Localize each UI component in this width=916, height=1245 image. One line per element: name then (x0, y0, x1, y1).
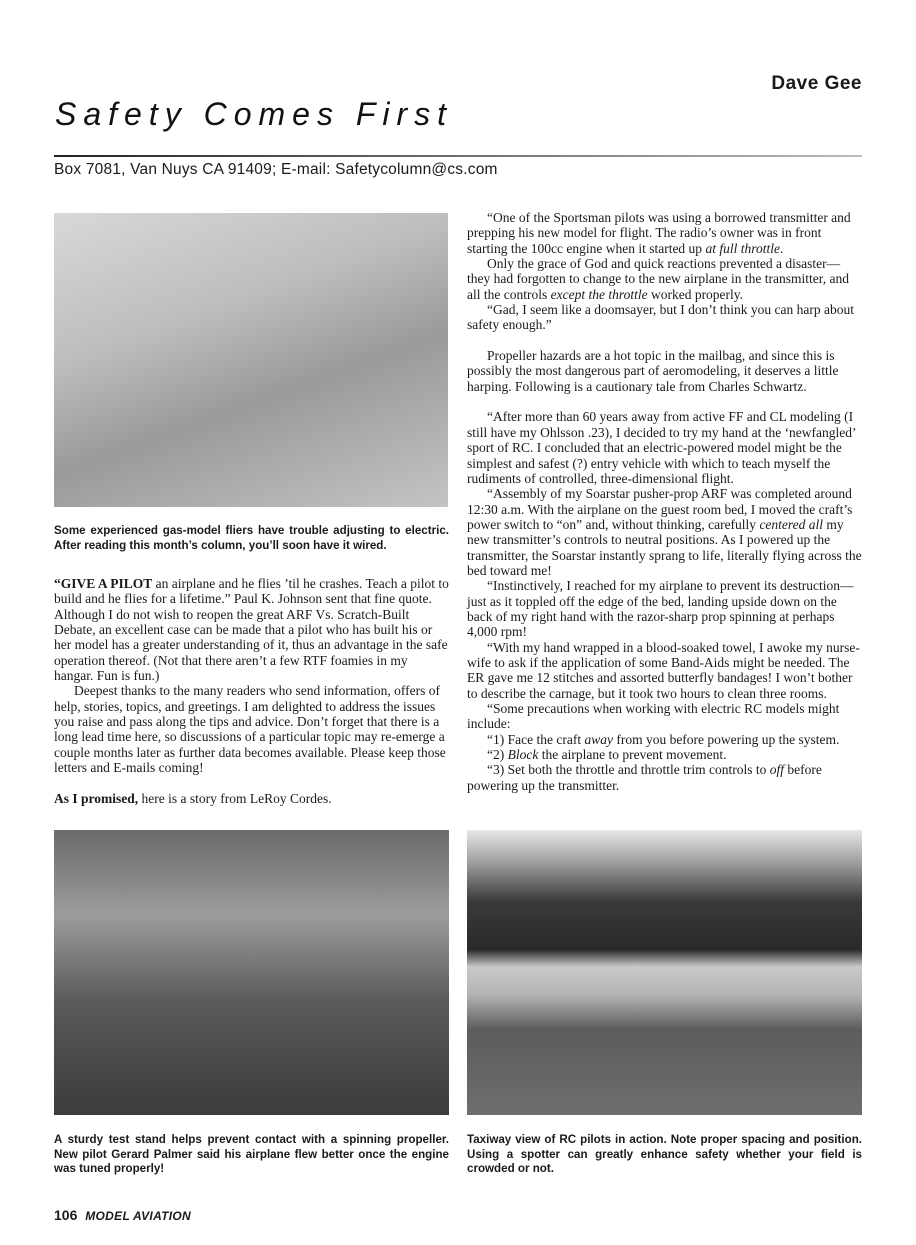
article-paragraph (467, 578, 863, 639)
article-paragraph (467, 701, 863, 732)
text-run: “2) (487, 747, 508, 763)
text-run: “3) Set both the throttle and throttle trim controls to (487, 762, 770, 778)
text-run: away (584, 731, 613, 747)
text-run: Block (507, 747, 539, 763)
contact-address: Box 7081, Van Nuys CA 91409; E-mail: Safetycolumn@cs.com (54, 161, 498, 178)
text-run: “GIVE A PILOT (54, 576, 153, 591)
article-paragraph (54, 683, 450, 775)
text-run: “After more than 60 years away from active FF and CL modeling (I still have my Ohlsson .23), I decided to try my hand at the ‘newfangled’ sport of RC. I concluded that an electric-powered model might be the simplest and safest (?) entry vehicle with which to teach myself the rudiments of controlled, three-dimensional flight. (467, 409, 856, 486)
text-run: . (779, 240, 784, 256)
article-paragraph (467, 732, 863, 747)
article-column-right (467, 210, 863, 793)
text-run: As I promised, (54, 790, 139, 806)
header-divider (54, 155, 862, 157)
page-number: 106 (54, 1207, 78, 1223)
article-column-left (54, 576, 450, 806)
article-paragraph (467, 348, 863, 394)
text-run: Deepest thanks to the many readers who send information, offers of help, stories, topics, and greetings. I am delighted to address the issues you raise and pass along the tips and advice. Don’t forget that there is a long lead time here, so discussions of a particular topic may re-emerge a couple months later as further data becomes available. Please keep those letters and E-mails coming! (54, 683, 446, 776)
article-paragraph (467, 256, 863, 302)
article-paragraph (54, 791, 450, 806)
text-run: before powering up the transmitter. (467, 762, 822, 793)
article-paragraph (54, 576, 450, 683)
article-paragraph (467, 486, 863, 578)
photo-taxiway-pilots (467, 830, 862, 1115)
page-footer (54, 1207, 191, 1223)
text-run: Propeller hazards are a hot topic in the mailbag, and since this is possibly the most dangerous part of aeromodeling, it deserves a little harping. Following is a cautionary tale from Charles Schwartz. (467, 348, 839, 394)
text-run: an airplane and he flies ’til he crashes. Teach a pilot to build and he flies for a lifetime.” Paul K. Johnson sent that fine quote. Although I do not wish to reopen the great ARF Vs. Scratch-Built Debate, an excellent case can be made that a pilot who has built his or her model has a greater understanding of it, thus an advantage in the safe operation thereof. (Not that there aren’t a few RTF foamies in my hangar. Fun is fun.) (54, 576, 449, 684)
photo-caption: Taxiway view of RC pilots in action. Note proper spacing and position. Using a spotter can greatly enhance safety whether your field is crowded or not. (467, 1133, 862, 1175)
photo-test-stand (54, 830, 449, 1115)
text-run: off (769, 762, 784, 778)
magazine-name: MODEL AVIATION (85, 1209, 192, 1223)
text-run: “Assembly of my Soarstar pusher-prop ARF was completed around 12:30 a.m. With the airplane on the guest room bed, I moved the craft’s power switch to “on” and, without thinking, carefully (467, 486, 853, 532)
text-run: my new transmitter’s controls to neutral positions. As I powered up the transmitter, the Soarstar instantly sprang to life, literally flying across the bed toward me! (467, 516, 862, 578)
article-paragraph (467, 409, 863, 486)
text-run: here is a story from LeRoy Cordes. (138, 790, 332, 806)
text-run: centered all (759, 516, 824, 532)
text-run: “1) Face the craft (487, 731, 585, 747)
text-run: “Some precautions when working with electric RC models might include: (467, 701, 840, 732)
photo-caption: A sturdy test stand helps prevent contact with a spinning propeller. New pilot Gerard Palmer said his airplane flew better once the engine was tuned properly! (54, 1133, 449, 1175)
photo-caption: Some experienced gas-model fliers have trouble adjusting to electric. After reading this month’s column, you’ll soon have it wired. (54, 524, 449, 552)
text-run: “With my hand wrapped in a blood-soaked towel, I awoke my nurse-wife to ask if the application of some Band-Aids might be needed. The ER gave me 12 stitches and assorted butterfly bandages! I won’t bother to describe the carnage, but it took two hours to clean three rooms. (467, 639, 860, 701)
article-paragraph (467, 210, 863, 256)
text-run: except the throttle (550, 286, 648, 302)
text-run: “Instinctively, I reached for my airplane to prevent its destruction—just as it toppled off the edge of the bed, landing upside down on the back of my right hand with the razor-sharp prop spinning at perhaps 4,000 rpm! (467, 578, 854, 640)
article-paragraph (467, 762, 863, 793)
author-name: Dave Gee (771, 73, 862, 94)
article-paragraph (467, 747, 863, 762)
text-run: from you before powering up the system. (612, 731, 840, 747)
article-paragraph (467, 640, 863, 701)
text-run: worked properly. (647, 286, 744, 302)
text-run: the airplane to prevent movement. (538, 747, 727, 763)
photo-electric-airplane (54, 213, 448, 507)
column-title: Safety Comes First (55, 96, 454, 132)
article-paragraph (467, 302, 863, 333)
text-run: “Gad, I seem like a doomsayer, but I don’t think you can harp about safety enough.” (467, 302, 854, 333)
text-run: at full throttle (705, 240, 780, 256)
text-run: “One of the Sportsman pilots was using a borrowed transmitter and prepping his new model for flight. The radio’s owner was in front starting the 100cc engine when it started up (467, 210, 851, 256)
text-run: Only the grace of God and quick reactions prevented a disaster—they had forgotten to change to the new airplane in the transmitter, and all the controls (467, 256, 849, 302)
